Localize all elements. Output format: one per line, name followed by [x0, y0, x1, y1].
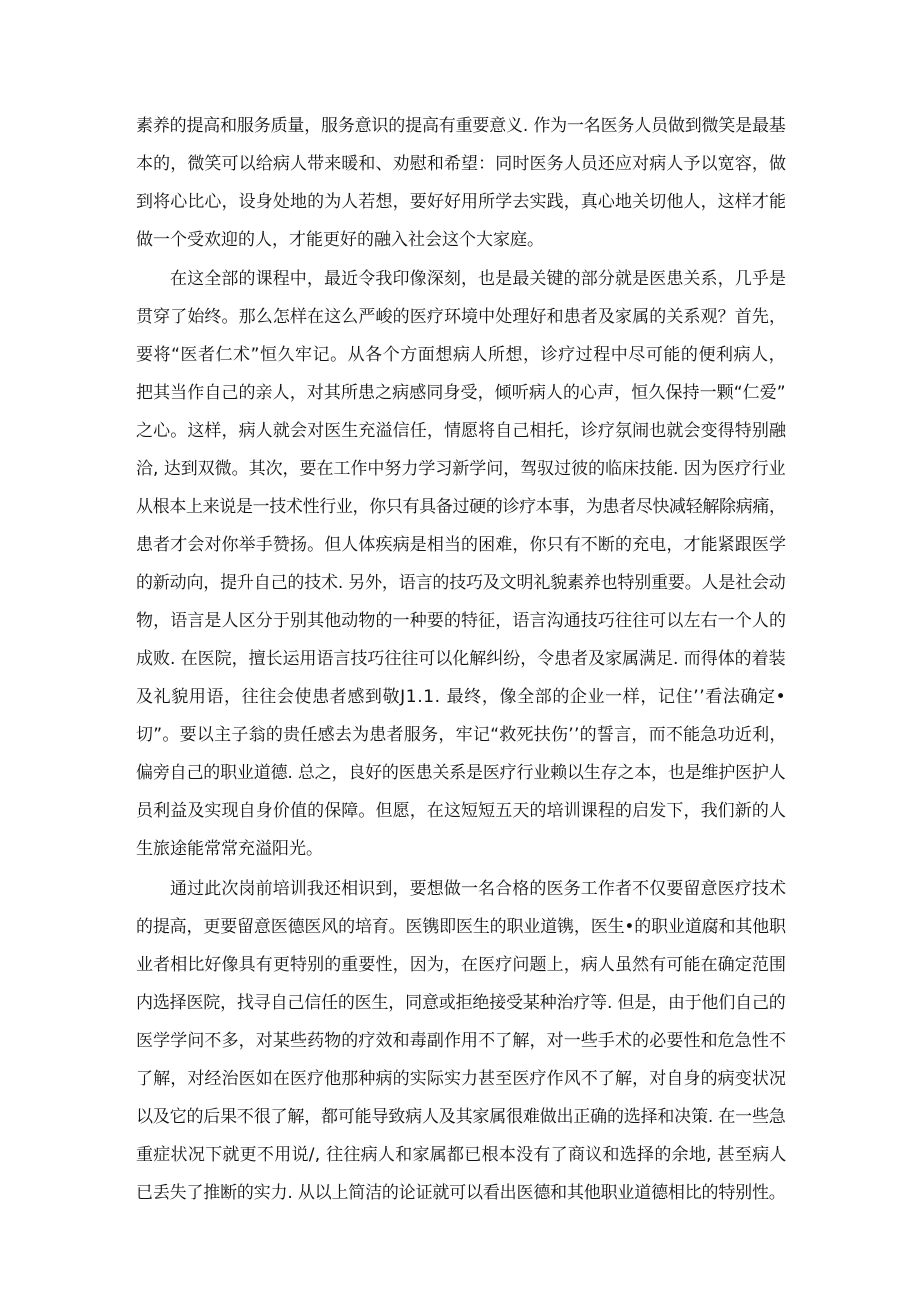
- text-line: 及礼貌用语，往往会使患者感到敬J1.1. 最终，像全部的企业一样，记住’’看法确定•: [136, 687, 787, 707]
- text-line: 之心。这样，病人就会对医生充溢信任，情愿将自己相托，诊疗氛闹也就会变得特别融: [136, 421, 787, 441]
- text-line: 内选择医院，找寻自己信任的医生，同意或拒绝接受某种治疗等. 但是，由于他们自己的: [136, 993, 786, 1013]
- text-line: 医学学问不多，对某些药物的疗效和毒副作用不了解，对一些手术的必要性和危急性不: [136, 1031, 787, 1051]
- text-line: 切”。要以主子翁的贵任感去为患者服务，牢记“救死扶伤’’的誓言，而不能急功近利，: [136, 725, 787, 745]
- text-line: 到将心比心，设身处地的为人若想，要好好用所学去实践，真心地关切他人，这样才能: [136, 192, 787, 212]
- text-line: 做一个受欢迎的人，才能更好的融入社会这个大家庭。: [136, 230, 544, 250]
- text-line: 重症状况下就更不用说/, 往往病人和家属都已根本没有了商议和选择的余地, 甚至病人: [136, 1145, 787, 1165]
- text-line: 贯穿了始终。那么怎样在这么严峻的医疗环境中处理好和患者及家属的关系观？首先，: [136, 307, 787, 327]
- text-line: 通过此次岗前培训我还相识到，要想做一名合格的医务工作者不仅要留意医疗技术: [170, 879, 787, 899]
- text-line: 以及它的后果不很了解，都可能导致病人及其家属很难做出正确的选择和决策. 在一些急: [136, 1107, 786, 1127]
- text-line: 偏旁自己的职业道德. 总之，良好的医患关系是医疗行业赖以生存之本，也是维护医护人: [136, 763, 786, 783]
- text-line: 患者才会对你举手赞扬。但人体疾病是相当的困难，你只有不断的充电，才能紧跟医学: [136, 535, 787, 555]
- text-line: 生旅途能常常充溢阳光。: [136, 839, 323, 859]
- text-line: 业者相比好像具有更特别的重要性，因为，在医疗问题上，病人虽然有可能在确定范围: [136, 955, 787, 975]
- text-line: 洽, 达到双微。其次，要在工作中努力学习新学问，驾驭过彼的临床技能. 因为医疗行业: [136, 459, 786, 479]
- text-line: 了解，对经治医如在医疗他那种病的实际实力甚至医疗作风不了解，对自身的病变状况: [136, 1069, 787, 1089]
- text-line: 本的，微笑可以给病人带来暖和、劝慰和希望：同时医务人员还应对病人予以宽容，做: [136, 154, 787, 174]
- text-line: 素养的提高和服务质量，服务意识的提高有重要意义. 作为一名医务人员做到微笑是最基: [136, 116, 786, 136]
- text-line: 员利益及实现自身价值的保障。但愿，在这短短五天的培训课程的启发下，我们新的人: [136, 801, 787, 821]
- text-line: 的新动向，提升自己的技术. 另外，语言的技巧及文明礼貌素养也特别重要。人是社会动: [136, 573, 786, 593]
- text-line: 的提高，更要留意医德医风的培育。医镌即医生的职业道镌，医生•的职业道腐和其他职: [136, 917, 786, 937]
- text-line: 要将“医者仁术”恒久牢记。从各个方面想病人所想，诊疗过程中尽可能的便利病人，: [136, 345, 787, 365]
- text-line: 在这全部的课程中，最近令我印像深刻，也是最关键的部分就是医患关系，几乎是: [170, 269, 787, 289]
- text-line: 已丢失了推断的实力. 从以上简洁的论证就可以看出医德和其他职业道德相比的特别性。: [136, 1183, 786, 1203]
- text-line: 把其当作自己的亲人，对其所患之病感同身受，倾听病人的心声，恒久保持一颗“仁爱”: [136, 383, 786, 403]
- text-line: 从根本上来说是一技术性行业，你只有具备过硬的诊疗本事，为患者尽快减轻解除病痛，: [136, 497, 786, 517]
- text-line: 成败. 在医院，擅长运用语言技巧往往可以化解纠纷，令患者及家属满足. 而得体的着装: [136, 649, 786, 669]
- text-line: 物，语言是人区分于别其他动物的一种要的特征，语言沟通技巧往往可以左右一个人的: [136, 611, 787, 631]
